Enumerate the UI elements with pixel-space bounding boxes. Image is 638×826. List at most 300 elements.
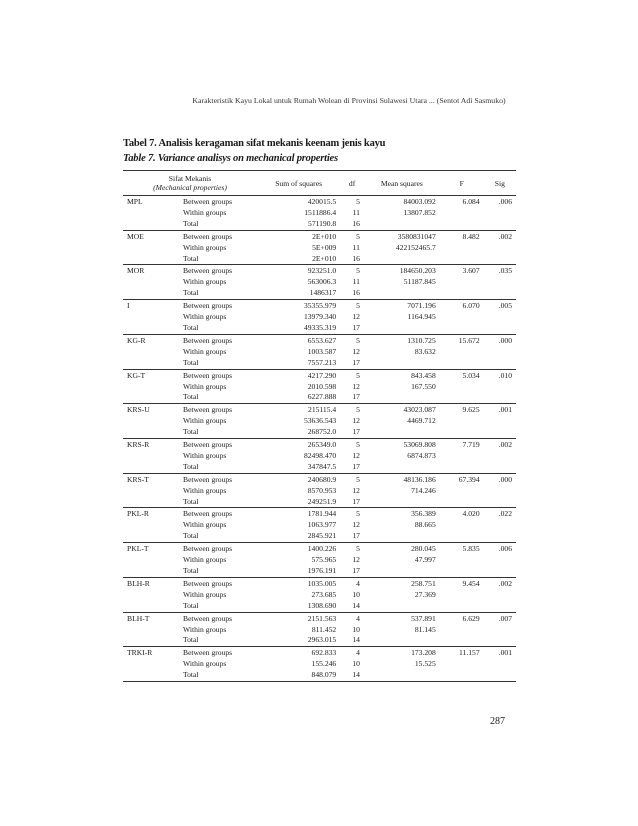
f-cell: 9.454 bbox=[462, 578, 480, 588]
source-cell: Total bbox=[183, 635, 199, 645]
sum-of-squares-cell: 82498.470 bbox=[303, 450, 337, 460]
sig-cell bbox=[484, 566, 516, 577]
source-cell: Total bbox=[183, 218, 199, 228]
source-cell: Between groups bbox=[183, 474, 233, 484]
mean-squares-cell bbox=[364, 358, 440, 369]
f-cell bbox=[440, 312, 484, 323]
sum-of-squares-cell: 1400.226 bbox=[307, 544, 337, 554]
f-cell: 9.625 bbox=[462, 405, 480, 415]
f-cell: 7.719 bbox=[462, 440, 480, 450]
sig-cell: .002 bbox=[498, 440, 512, 450]
group-mor bbox=[123, 265, 516, 300]
property-cell: MOR bbox=[127, 266, 145, 276]
table-row bbox=[123, 323, 516, 334]
sig-cell bbox=[484, 358, 516, 369]
f-cell: 67.394 bbox=[458, 474, 480, 484]
sig-cell bbox=[484, 659, 516, 670]
sig-cell: .006 bbox=[498, 544, 512, 554]
df-cell: 5 bbox=[356, 544, 360, 554]
source-cell: Within groups bbox=[183, 242, 227, 252]
property-cell bbox=[123, 497, 179, 508]
table-row bbox=[123, 277, 516, 288]
df-cell: 17 bbox=[352, 566, 360, 575]
sig-cell bbox=[484, 416, 516, 427]
sig-cell: .006 bbox=[498, 197, 512, 206]
source-cell: Total bbox=[183, 670, 199, 680]
mean-squares-cell bbox=[364, 392, 440, 403]
source-cell: Within groups bbox=[183, 450, 227, 460]
source-cell: Total bbox=[183, 600, 199, 610]
sum-of-squares-cell: 575.965 bbox=[311, 555, 337, 565]
property-cell bbox=[123, 254, 179, 265]
source-cell: Between groups bbox=[183, 509, 233, 519]
sig-cell bbox=[484, 625, 516, 636]
mean-squares-cell: 1164.945 bbox=[407, 312, 436, 322]
sig-cell bbox=[484, 635, 516, 646]
mean-squares-cell: 258.751 bbox=[411, 578, 436, 588]
df-cell: 5 bbox=[356, 474, 360, 484]
property-cell: KRS-U bbox=[127, 405, 150, 415]
df-cell: 17 bbox=[352, 531, 360, 541]
source-cell: Between groups bbox=[183, 266, 233, 276]
source-cell: Between groups bbox=[183, 301, 233, 311]
f-cell bbox=[440, 531, 484, 542]
mean-squares-cell: 43023.087 bbox=[403, 405, 436, 415]
df-cell: 17 bbox=[352, 392, 360, 402]
df-cell: 17 bbox=[352, 496, 360, 506]
mean-squares-cell: 843.458 bbox=[411, 370, 436, 380]
df-cell: 16 bbox=[352, 253, 360, 263]
mean-squares-cell: 88.665 bbox=[414, 520, 436, 530]
sum-of-squares-cell: 563006.3 bbox=[307, 277, 337, 287]
property-cell bbox=[123, 531, 179, 542]
source-cell: Within groups bbox=[183, 555, 227, 565]
sum-of-squares-cell: 1976.191 bbox=[307, 566, 337, 575]
df-cell: 5 bbox=[356, 405, 360, 415]
source-cell: Between groups bbox=[183, 231, 233, 241]
source-cell: Between groups bbox=[183, 370, 233, 380]
mean-squares-cell: 47.997 bbox=[414, 555, 436, 565]
mean-squares-cell: 422152465.7 bbox=[395, 242, 436, 252]
sig-cell bbox=[484, 288, 516, 299]
property-cell bbox=[123, 566, 179, 577]
df-cell: 12 bbox=[352, 346, 360, 356]
mean-squares-cell: 27.369 bbox=[414, 589, 436, 599]
df-cell: 14 bbox=[352, 635, 360, 645]
source-cell: Between groups bbox=[183, 578, 233, 588]
property-cell: PKL-T bbox=[127, 544, 149, 554]
sum-of-squares-cell: 273.685 bbox=[311, 589, 337, 599]
df-cell: 12 bbox=[352, 520, 360, 530]
mean-squares-cell: 173.208 bbox=[411, 648, 436, 658]
df-cell: 5 bbox=[356, 231, 360, 241]
property-cell bbox=[123, 277, 179, 288]
f-cell bbox=[440, 254, 484, 265]
source-cell: Total bbox=[183, 531, 199, 541]
table-row bbox=[123, 312, 516, 323]
f-cell bbox=[440, 323, 484, 334]
property-cell: BLH-R bbox=[127, 578, 150, 588]
table-row bbox=[123, 555, 516, 566]
property-cell bbox=[123, 427, 179, 438]
mean-squares-cell bbox=[364, 254, 440, 265]
f-cell bbox=[440, 497, 484, 508]
source-cell: Within groups bbox=[183, 277, 227, 287]
sum-of-squares-cell: 2010.598 bbox=[307, 381, 337, 391]
f-cell: 6.084 bbox=[462, 197, 480, 206]
sum-of-squares-cell: 4217.290 bbox=[307, 370, 337, 380]
header-mean-squares: Mean squares bbox=[364, 171, 440, 196]
header-row bbox=[123, 171, 516, 196]
property-cell bbox=[123, 625, 179, 636]
property-cell bbox=[123, 590, 179, 601]
group-i bbox=[123, 300, 516, 335]
source-cell: Total bbox=[183, 461, 199, 471]
df-cell: 4 bbox=[356, 613, 360, 623]
mean-squares-cell bbox=[364, 219, 440, 230]
mean-squares-cell bbox=[364, 601, 440, 612]
table-row bbox=[123, 625, 516, 636]
sum-of-squares-cell: 848.079 bbox=[311, 670, 337, 680]
f-cell bbox=[440, 208, 484, 219]
f-cell: 8.482 bbox=[462, 231, 480, 241]
f-cell: 3.607 bbox=[462, 266, 480, 276]
group-moe bbox=[123, 230, 516, 265]
table-caption-english: Table 7. Variance analisys on mechanical properties bbox=[123, 153, 338, 164]
header-df: df bbox=[340, 171, 364, 196]
f-cell bbox=[440, 288, 484, 299]
source-cell: Between groups bbox=[183, 405, 233, 415]
sum-of-squares-cell: 13979.340 bbox=[303, 312, 337, 322]
property-cell bbox=[123, 323, 179, 334]
property-cell: KG-R bbox=[127, 335, 146, 345]
f-cell bbox=[440, 392, 484, 403]
mean-squares-cell bbox=[364, 531, 440, 542]
source-cell: Total bbox=[183, 322, 199, 332]
mean-squares-cell bbox=[364, 566, 440, 577]
table-row bbox=[123, 531, 516, 542]
table-row bbox=[123, 382, 516, 393]
table-row bbox=[123, 612, 516, 624]
sig-cell bbox=[484, 347, 516, 358]
f-cell bbox=[440, 416, 484, 427]
sum-of-squares-cell: 240680.9 bbox=[307, 474, 337, 484]
table-row bbox=[123, 520, 516, 531]
mean-squares-cell: 83.632 bbox=[414, 346, 436, 356]
property-cell: TRKI-R bbox=[127, 648, 153, 658]
f-cell: 6.629 bbox=[462, 613, 480, 623]
df-cell: 12 bbox=[352, 555, 360, 565]
sum-of-squares-cell: 692.833 bbox=[311, 648, 337, 658]
source-cell: Total bbox=[183, 392, 199, 402]
table-row bbox=[123, 219, 516, 230]
df-cell: 14 bbox=[352, 670, 360, 680]
group-mpl bbox=[123, 196, 516, 231]
source-cell: Total bbox=[183, 496, 199, 506]
property-cell bbox=[123, 243, 179, 254]
running-head bbox=[0, 96, 638, 105]
table-row bbox=[123, 300, 516, 312]
table-row bbox=[123, 427, 516, 438]
mean-squares-cell: 84003.092 bbox=[403, 197, 436, 206]
f-cell bbox=[440, 555, 484, 566]
table-row bbox=[123, 392, 516, 403]
sum-of-squares-cell: 7557.213 bbox=[307, 357, 337, 367]
df-cell: 5 bbox=[356, 440, 360, 450]
property-cell: KG-T bbox=[127, 370, 146, 380]
sum-of-squares-cell: 53636.543 bbox=[303, 416, 337, 426]
mean-squares-cell bbox=[364, 288, 440, 299]
f-cell bbox=[440, 566, 484, 577]
table-row bbox=[123, 347, 516, 358]
source-cell: Between groups bbox=[183, 335, 233, 345]
table-row bbox=[123, 358, 516, 369]
table-row bbox=[123, 577, 516, 589]
property-cell bbox=[123, 312, 179, 323]
sig-cell bbox=[484, 670, 516, 681]
sum-of-squares-cell: 268752.0 bbox=[307, 427, 337, 437]
mean-squares-cell: 4469.712 bbox=[407, 416, 436, 426]
table-row bbox=[123, 243, 516, 254]
source-cell: Within groups bbox=[183, 659, 227, 669]
group-krs-u bbox=[123, 404, 516, 439]
sig-cell bbox=[484, 590, 516, 601]
anova-table bbox=[123, 170, 516, 682]
sig-cell: .005 bbox=[498, 301, 512, 311]
df-cell: 5 bbox=[356, 301, 360, 311]
mean-squares-cell: 714.246 bbox=[411, 485, 436, 495]
group-blh-t bbox=[123, 612, 516, 647]
mean-squares-cell: 280.045 bbox=[411, 544, 436, 554]
group-kg-r bbox=[123, 334, 516, 369]
f-cell: 6.070 bbox=[462, 301, 480, 311]
source-cell: Total bbox=[183, 253, 199, 263]
property-cell bbox=[123, 486, 179, 497]
sig-cell: .000 bbox=[498, 474, 512, 484]
header-sig: Sig bbox=[484, 171, 516, 196]
mean-squares-cell: 537.891 bbox=[411, 613, 436, 623]
mean-squares-cell: 53069.808 bbox=[403, 440, 436, 450]
sig-cell bbox=[484, 555, 516, 566]
sig-cell bbox=[484, 219, 516, 230]
property-cell bbox=[123, 208, 179, 219]
df-cell: 4 bbox=[356, 648, 360, 658]
property-cell bbox=[123, 358, 179, 369]
f-cell bbox=[440, 427, 484, 438]
f-cell bbox=[440, 625, 484, 636]
header-f: F bbox=[440, 171, 484, 196]
mean-squares-cell: 184650.203 bbox=[399, 266, 436, 276]
source-cell: Within groups bbox=[183, 520, 227, 530]
df-cell: 16 bbox=[352, 288, 360, 298]
table-row bbox=[123, 288, 516, 299]
sig-cell: .010 bbox=[498, 370, 512, 380]
df-cell: 5 bbox=[356, 335, 360, 345]
df-cell: 5 bbox=[356, 197, 360, 206]
source-cell: Within groups bbox=[183, 589, 227, 599]
sum-of-squares-cell: 1035.005 bbox=[307, 578, 337, 588]
f-cell bbox=[440, 486, 484, 497]
table-row bbox=[123, 647, 516, 659]
table-row bbox=[123, 473, 516, 485]
sum-of-squares-cell: 2E+010 bbox=[312, 253, 337, 263]
df-cell: 5 bbox=[356, 266, 360, 276]
property-cell bbox=[123, 416, 179, 427]
f-cell bbox=[440, 520, 484, 531]
group-kg-t bbox=[123, 369, 516, 404]
property-cell: I bbox=[127, 301, 130, 311]
mean-squares-cell: 15.525 bbox=[414, 659, 436, 669]
sum-of-squares-cell: 347847.5 bbox=[307, 461, 337, 471]
f-cell bbox=[440, 219, 484, 230]
df-cell: 12 bbox=[352, 381, 360, 391]
table-row bbox=[123, 254, 516, 265]
table-row bbox=[123, 590, 516, 601]
sig-cell: .007 bbox=[498, 613, 512, 623]
df-cell: 11 bbox=[352, 207, 360, 217]
property-cell: MOE bbox=[127, 231, 144, 241]
mean-squares-cell: 7071.196 bbox=[407, 301, 436, 311]
f-cell bbox=[440, 462, 484, 473]
sig-cell bbox=[484, 486, 516, 497]
sum-of-squares-cell: 2963.015 bbox=[307, 635, 337, 645]
f-cell bbox=[440, 358, 484, 369]
sum-of-squares-cell: 6553.627 bbox=[307, 335, 337, 345]
table-row bbox=[123, 635, 516, 646]
sig-cell: .000 bbox=[498, 335, 512, 345]
df-cell: 12 bbox=[352, 312, 360, 322]
sig-cell bbox=[484, 312, 516, 323]
f-cell bbox=[440, 601, 484, 612]
sig-cell bbox=[484, 277, 516, 288]
df-cell: 17 bbox=[352, 461, 360, 471]
sum-of-squares-cell: 265349.0 bbox=[307, 440, 337, 450]
df-cell: 17 bbox=[352, 322, 360, 332]
table-row bbox=[123, 659, 516, 670]
source-cell: Within groups bbox=[183, 485, 227, 495]
table-row bbox=[123, 451, 516, 462]
sig-cell bbox=[484, 520, 516, 531]
sig-cell bbox=[484, 323, 516, 334]
source-cell: Within groups bbox=[183, 312, 227, 322]
sig-cell: .002 bbox=[498, 578, 512, 588]
sum-of-squares-cell: 1511886.4 bbox=[304, 207, 337, 217]
sig-cell bbox=[484, 601, 516, 612]
table-row bbox=[123, 462, 516, 473]
sig-cell bbox=[484, 462, 516, 473]
sum-of-squares-cell: 2151.563 bbox=[307, 613, 337, 623]
f-cell: 4.020 bbox=[462, 509, 480, 519]
sum-of-squares-cell: 155.246 bbox=[311, 659, 337, 669]
f-cell bbox=[440, 382, 484, 393]
table-row bbox=[123, 497, 516, 508]
mean-squares-cell: 1310.725 bbox=[407, 335, 436, 345]
sig-cell bbox=[484, 382, 516, 393]
df-cell: 5 bbox=[356, 509, 360, 519]
f-cell bbox=[440, 451, 484, 462]
property-cell: KRS-R bbox=[127, 440, 150, 450]
header-sum-of-squares: Sum of squares bbox=[257, 171, 340, 196]
mean-squares-cell: 51187.845 bbox=[403, 277, 436, 287]
source-cell: Within groups bbox=[183, 346, 227, 356]
property-cell bbox=[123, 659, 179, 670]
mean-squares-cell: 167.550 bbox=[411, 381, 436, 391]
group-krs-t bbox=[123, 473, 516, 508]
sum-of-squares-cell: 215115.4 bbox=[308, 405, 337, 415]
table-row bbox=[123, 543, 516, 555]
property-cell bbox=[123, 288, 179, 299]
table-row bbox=[123, 508, 516, 520]
mean-squares-cell: 13807.852 bbox=[403, 207, 436, 217]
sum-of-squares-cell: 6227.888 bbox=[307, 392, 337, 402]
f-cell bbox=[440, 277, 484, 288]
source-cell: Within groups bbox=[183, 207, 227, 217]
property-cell bbox=[123, 520, 179, 531]
property-cell bbox=[123, 219, 179, 230]
mean-squares-cell: 3580831047 bbox=[397, 231, 436, 241]
source-cell: Between groups bbox=[183, 197, 233, 206]
table-row bbox=[123, 670, 516, 681]
table-row bbox=[123, 230, 516, 242]
mean-squares-cell bbox=[364, 323, 440, 334]
sum-of-squares-cell: 420015.5 bbox=[307, 197, 337, 206]
property-cell bbox=[123, 392, 179, 403]
source-cell: Between groups bbox=[183, 544, 233, 554]
source-cell: Total bbox=[183, 427, 199, 437]
group-pkl-t bbox=[123, 543, 516, 578]
f-cell bbox=[440, 243, 484, 254]
df-cell: 10 bbox=[352, 624, 360, 634]
df-cell: 11 bbox=[352, 242, 360, 252]
source-cell: Total bbox=[183, 288, 199, 298]
sum-of-squares-cell: 249251.9 bbox=[307, 496, 337, 506]
f-cell: 5.835 bbox=[462, 544, 480, 554]
property-cell bbox=[123, 347, 179, 358]
group-blh-r bbox=[123, 577, 516, 612]
mean-squares-cell: 48136.186 bbox=[403, 474, 436, 484]
sum-of-squares-cell: 811.452 bbox=[311, 624, 337, 634]
mean-squares-cell bbox=[364, 497, 440, 508]
sig-cell bbox=[484, 497, 516, 508]
sig-cell: .035 bbox=[498, 266, 512, 276]
sum-of-squares-cell: 1308.690 bbox=[307, 600, 337, 610]
sig-cell bbox=[484, 451, 516, 462]
header-property-line2: (Mechanical properties) bbox=[153, 183, 227, 192]
property-cell bbox=[123, 555, 179, 566]
df-cell: 12 bbox=[352, 450, 360, 460]
table-row bbox=[123, 601, 516, 612]
df-cell: 5 bbox=[356, 370, 360, 380]
df-cell: 11 bbox=[352, 277, 360, 287]
mean-squares-cell: 356.389 bbox=[411, 509, 436, 519]
header-property bbox=[123, 171, 257, 196]
df-cell: 14 bbox=[352, 600, 360, 610]
property-cell bbox=[123, 382, 179, 393]
sum-of-squares-cell: 571190.8 bbox=[308, 218, 337, 228]
property-cell bbox=[123, 635, 179, 646]
f-cell bbox=[440, 635, 484, 646]
header-property-line1: Sifat Mekanis bbox=[168, 174, 212, 183]
sum-of-squares-cell: 5E+009 bbox=[312, 242, 337, 252]
sig-cell: .001 bbox=[498, 648, 512, 658]
sig-cell: .002 bbox=[498, 231, 512, 241]
source-cell: Between groups bbox=[183, 648, 233, 658]
df-cell: 17 bbox=[352, 427, 360, 437]
source-cell: Within groups bbox=[183, 381, 227, 391]
property-cell: KRS-T bbox=[127, 474, 149, 484]
sum-of-squares-cell: 35355.979 bbox=[303, 301, 337, 311]
property-cell: MPL bbox=[127, 197, 143, 206]
